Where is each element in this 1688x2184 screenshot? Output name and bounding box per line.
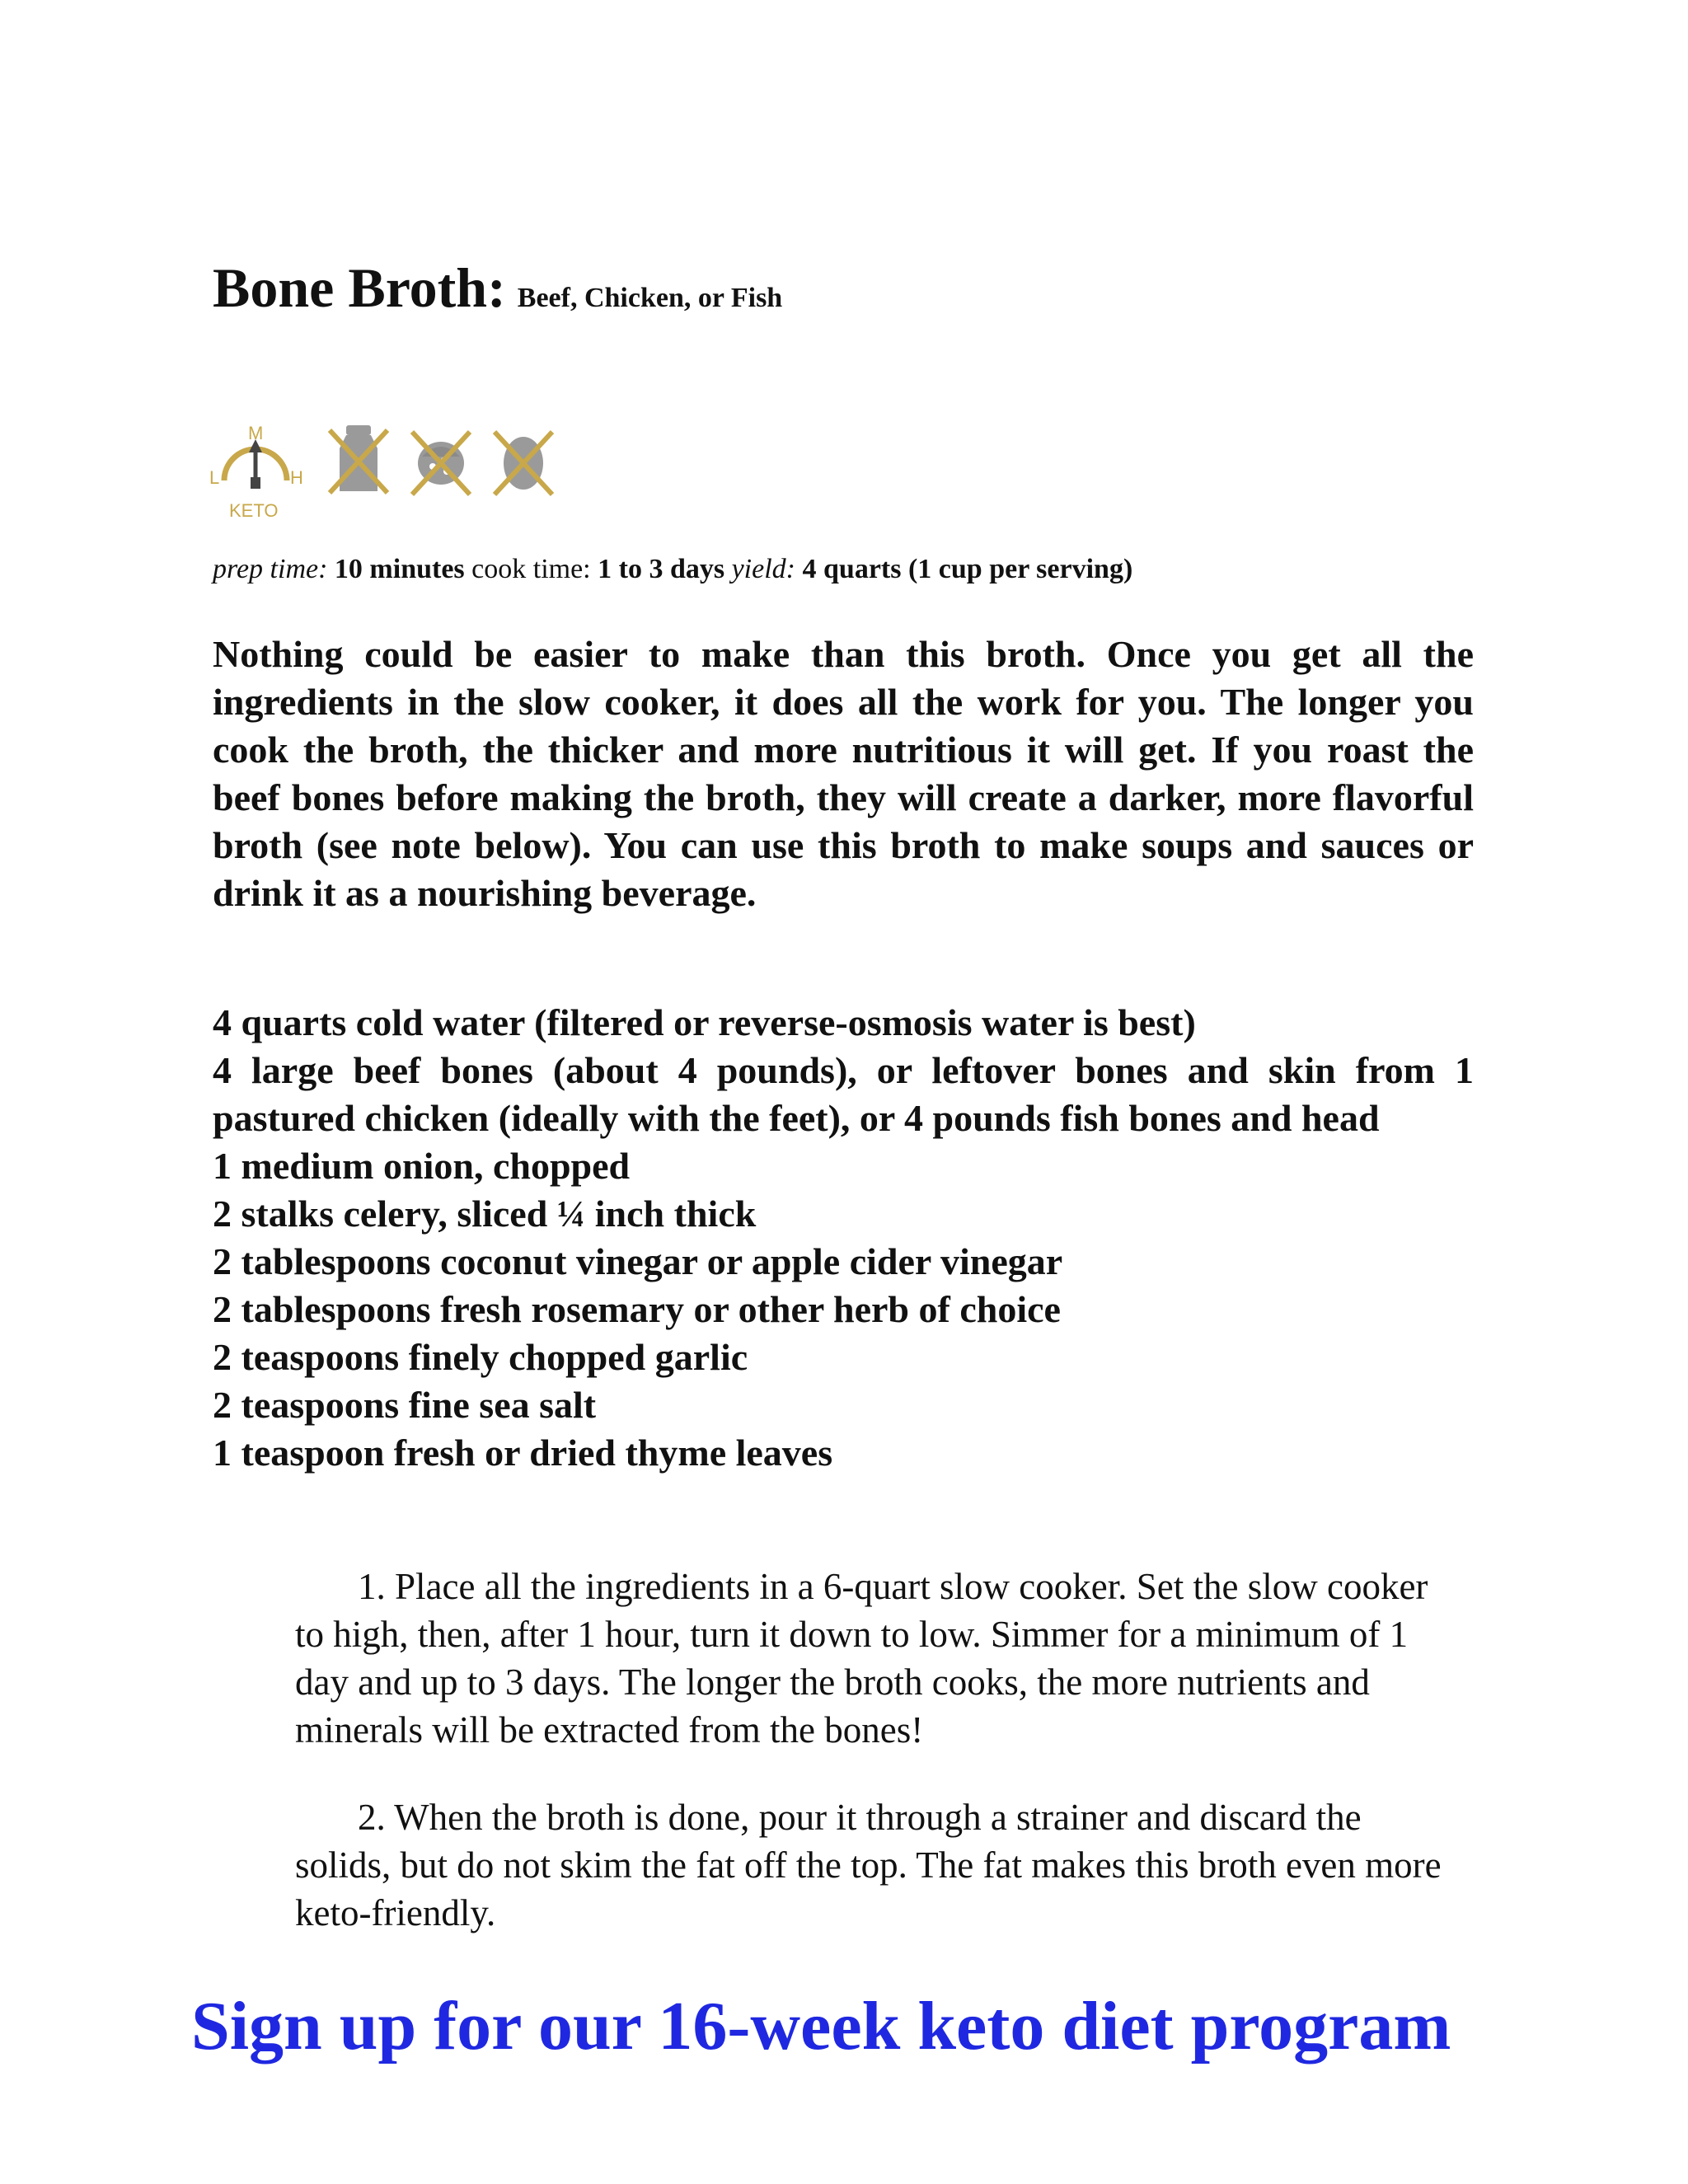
keto-label: KETO <box>229 500 279 521</box>
cook-time-label: cook time: <box>471 554 591 584</box>
ingredient-item: 2 teaspoons finely chopped garlic <box>213 1336 748 1378</box>
keto-scale-high: H <box>290 467 303 488</box>
ingredient-item: 4 quarts cold water (filtered or reverse-osmosis water is best) <box>213 1001 1196 1043</box>
diet-icons <box>206 420 569 536</box>
ingredient-item: 4 large beef bones (about 4 pounds), or leftover bones and skin from 1 pastured chicken (ideally with the feet), or 4 pounds fish bones and head <box>213 1049 1474 1139</box>
ingredient-item: 1 medium onion, chopped <box>213 1145 631 1187</box>
instruction-step: 2. When the broth is done, pour it through a strainer and discard the solids, but do not skim the fat off the top. The fat makes this broth even more keto-friendly. <box>295 1797 1442 1933</box>
yield-label: yield: <box>731 554 795 584</box>
title-subtitle: Beef, Chicken, or Fish <box>517 283 783 313</box>
ingredient-item: 1 teaspoon fresh or dried thyme leaves <box>213 1432 833 1474</box>
ingredient-item: 2 stalks celery, sliced ¼ inch thick <box>213 1193 757 1235</box>
cook-time-value: 1 to 3 days <box>598 554 725 584</box>
ingredient-item: 2 tablespoons fresh rosemary or other herb of choice <box>213 1288 1061 1330</box>
ingredient-item: 2 tablespoons coconut vinegar or apple cider vinegar <box>213 1240 1063 1282</box>
ingredient-list <box>213 999 1474 1477</box>
instruction-steps <box>295 1563 1465 1976</box>
recipe-intro: Nothing could be easier to make than this broth. Once you get all the ingredients in the slow cooker, it does all the work for you. The longer you cook the broth, the thicker and more nutritious it will get. If you roast the beef bones before making the broth, they will create a darker, more flavorful broth (see note below). You can use this broth to make soups and sauces or drink it as a nourishing beverage. <box>213 633 1474 914</box>
prep-time-label: prep time: <box>213 554 328 584</box>
title-main: Bone Broth: <box>213 256 506 319</box>
keto-scale-low: L <box>209 467 220 488</box>
recipe-meta <box>213 554 1132 585</box>
dairy-free-icon <box>321 420 396 499</box>
yield-value: 4 quarts (1 cup per serving) <box>802 554 1133 584</box>
keto-meter-icon <box>206 424 305 527</box>
instruction-step: 1. Place all the ingredients in a 6-quart slow cooker. Set the slow cooker to high, then, after 1 hour, turn it down to low. Simmer for a minimum of 1 day and up to 3 days. The longer the broth cooks, the more nutrients and minerals will be extracted from the bones! <box>295 1566 1428 1750</box>
nut-free-icon <box>404 420 478 499</box>
ingredient-item: 2 teaspoons fine sea salt <box>213 1384 597 1426</box>
keto-scale-mid: M <box>248 424 264 443</box>
signup-link[interactable]: Sign up for our 16-week keto diet program <box>191 1988 1451 2064</box>
recipe-title <box>213 255 782 321</box>
egg-free-icon <box>486 420 560 499</box>
prep-time-value: 10 minutes <box>334 554 465 584</box>
